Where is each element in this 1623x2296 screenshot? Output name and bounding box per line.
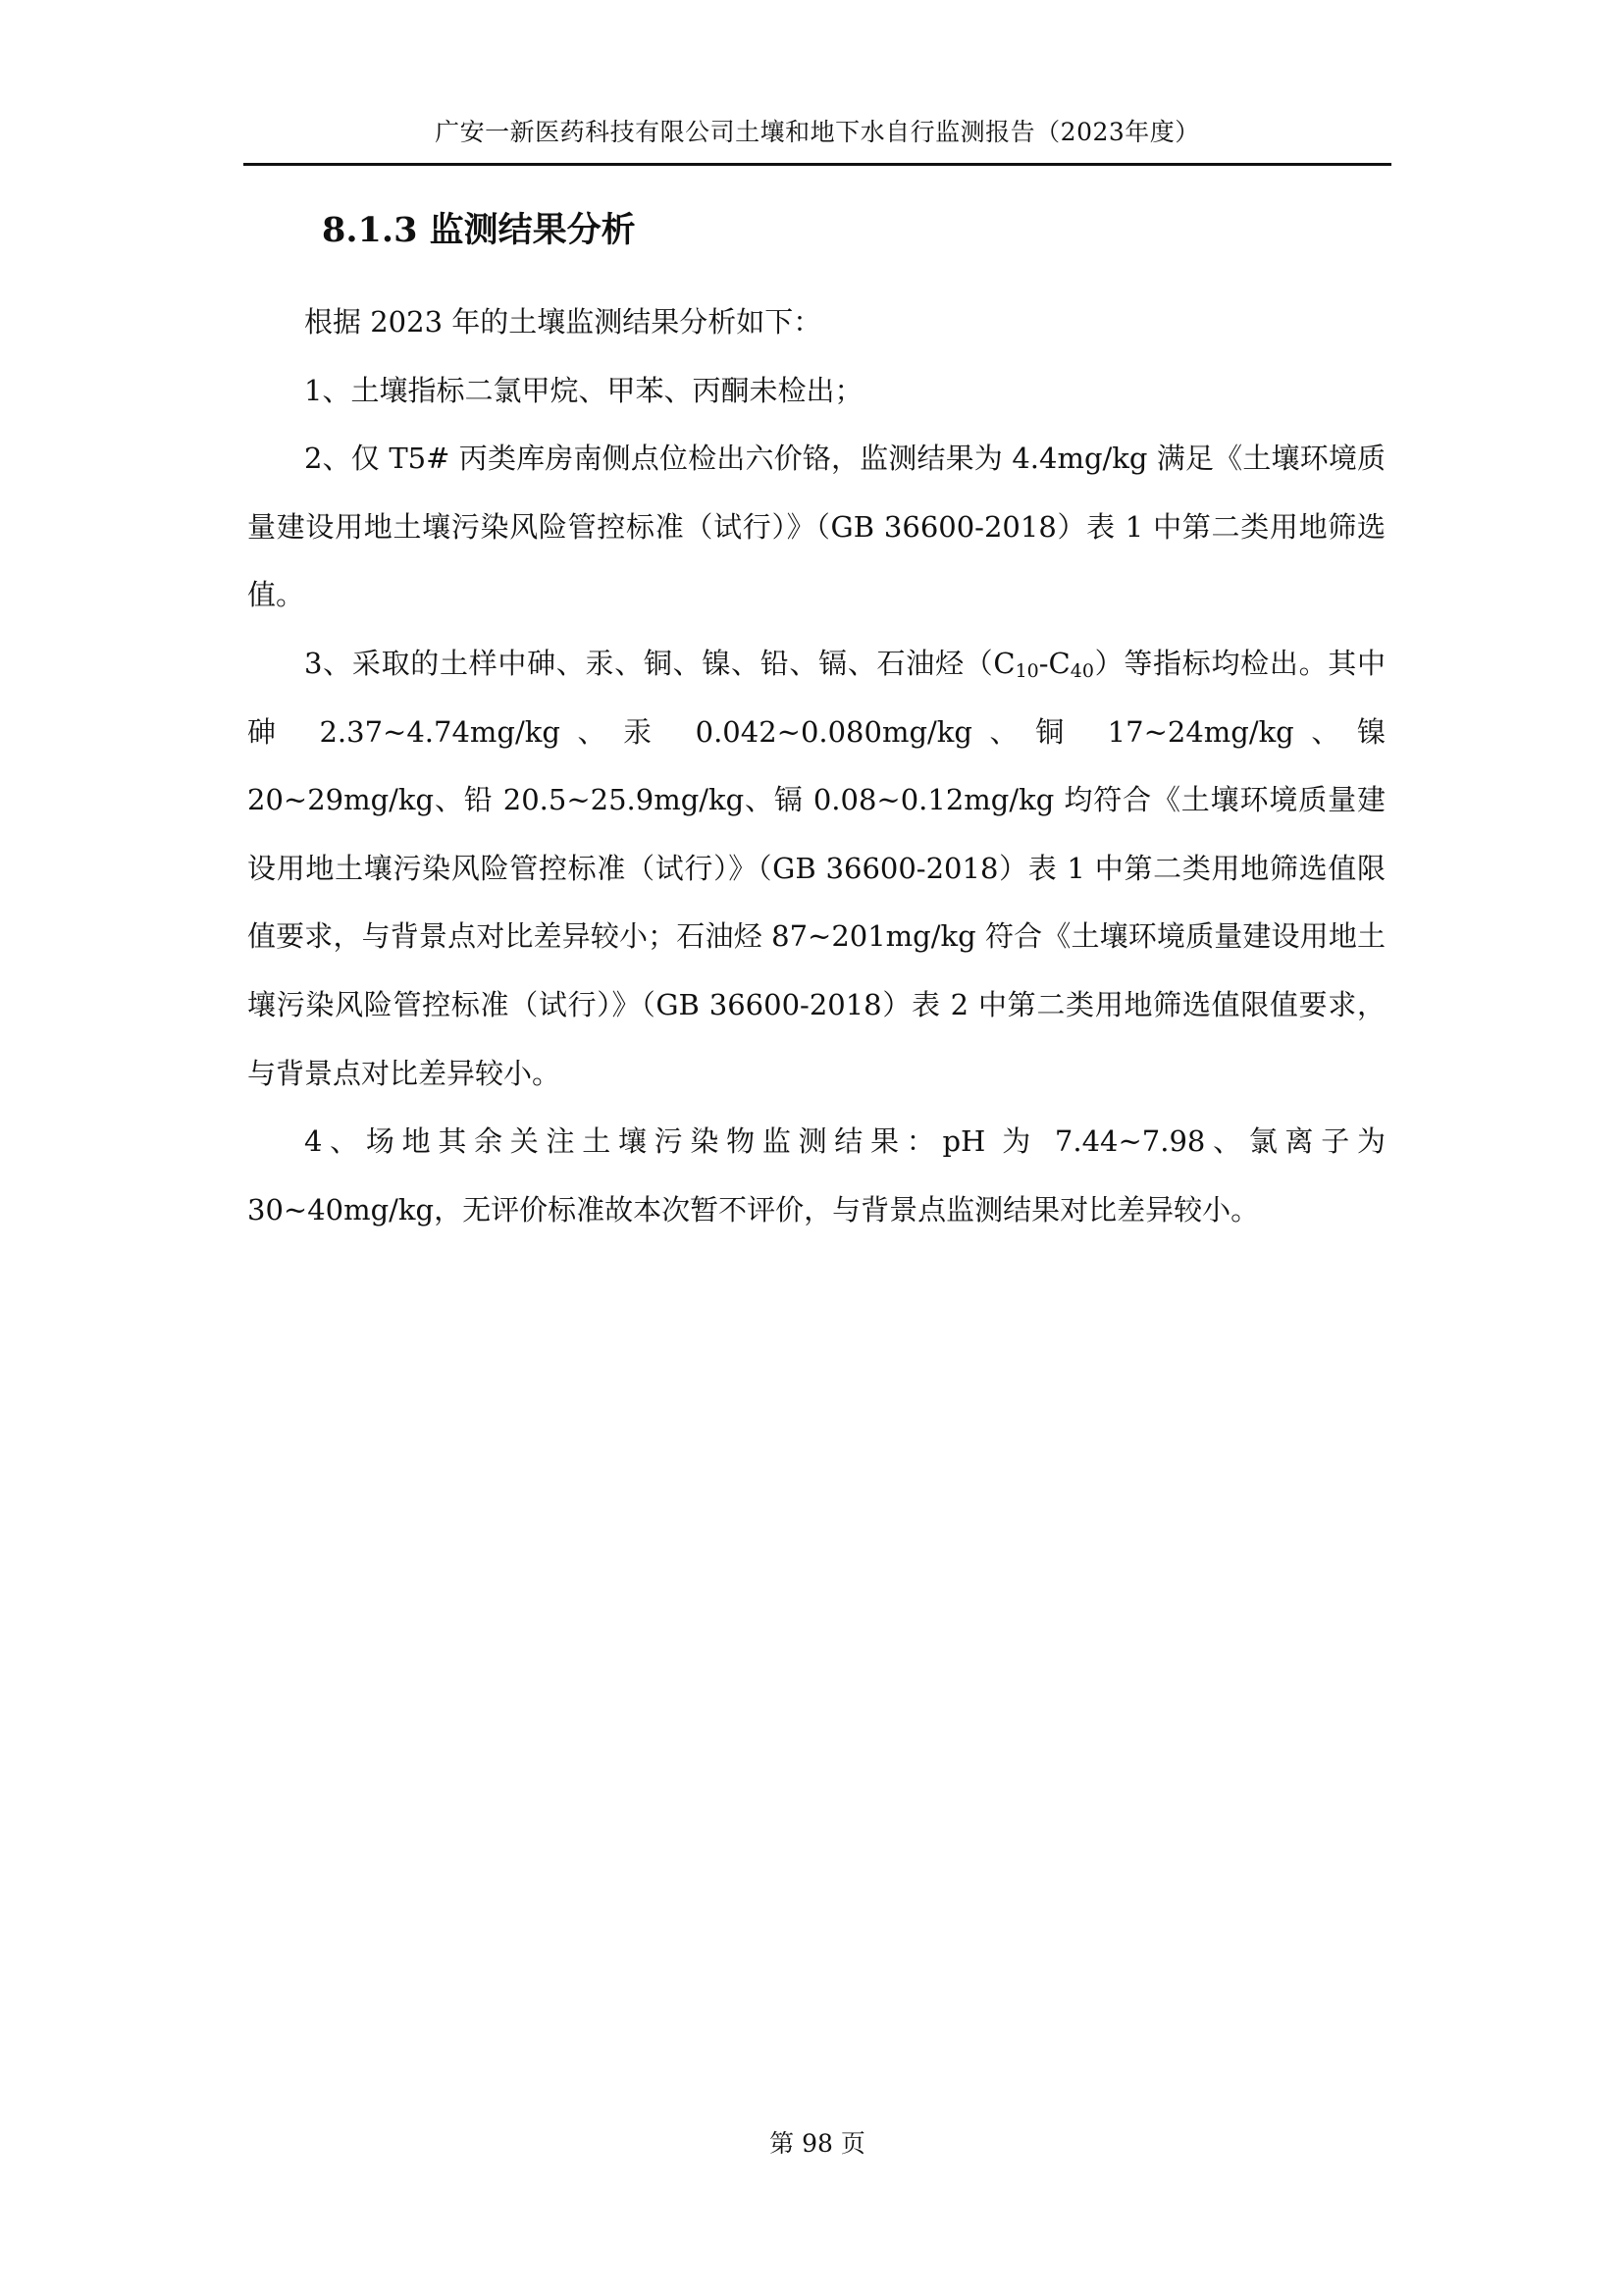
paragraph-3-text-after: ）等指标均检出。其中砷 2.37~4.74mg/kg、汞 0.042~0.080mg/kg、铜 17~24mg/kg、镍 20~29mg/kg、铅 20.5~25.9mg/kg、镉 0.08~0.12mg/kg 均符合《土壤环境质量建设用地土壤污染风险管控标准（试行）》（GB 36600-2018）表 1 中第二类用地筛选值限值要求，与背景点对比差异较小；石油烃 87~201mg/kg 符合《土壤环境质量建设用地土壤污染风险管控标准（试行）》（GB 36600-2018）表 2 中第二类用地筛选值限值要求，与背景点对比差异较小。: [247, 646, 1386, 1090]
paragraph-3-text-before: 3、采取的土样中砷、汞、铜、镍、铅、镉、石油烃（C: [304, 646, 1016, 680]
paragraph-2: 2、仅 T5# 丙类库房南侧点位检出六价铬，监测结果为 4.4mg/kg 满足《土壤环境质量建设用地土壤污染风险管控标准（试行）》（GB 36600-2018）表 1 中第二类用地筛选值。: [247, 442, 1386, 612]
subscript-c10: 10: [1015, 659, 1039, 682]
section-title: 8.1.3 监测结果分析: [322, 210, 636, 250]
document-body: [247, 288, 1386, 1244]
paragraph-4: 4、场地其余关注土壤污染物监测结果：pH 为 7.44~7.98、氯离子为 30~40mg/kg，无评价标准故本次暂不评价，与背景点监测结果对比差异较小。: [247, 1124, 1386, 1226]
page-number: 第 98 页: [769, 2129, 865, 2158]
paragraph-3: [247, 630, 1386, 1108]
header-rule: [243, 163, 1391, 166]
paragraph-3-text-mid: -C: [1038, 646, 1071, 680]
paragraph-intro: 根据 2023 年的土壤监测结果分析如下：: [304, 305, 822, 339]
subscript-c40: 40: [1070, 659, 1094, 682]
page-header: 广安一新医药科技有限公司土壤和地下水自行监测报告（2023年度）: [435, 118, 1200, 146]
paragraph-1: 1、土壤指标二氯甲烷、甲苯、丙酮未检出；: [304, 373, 864, 407]
